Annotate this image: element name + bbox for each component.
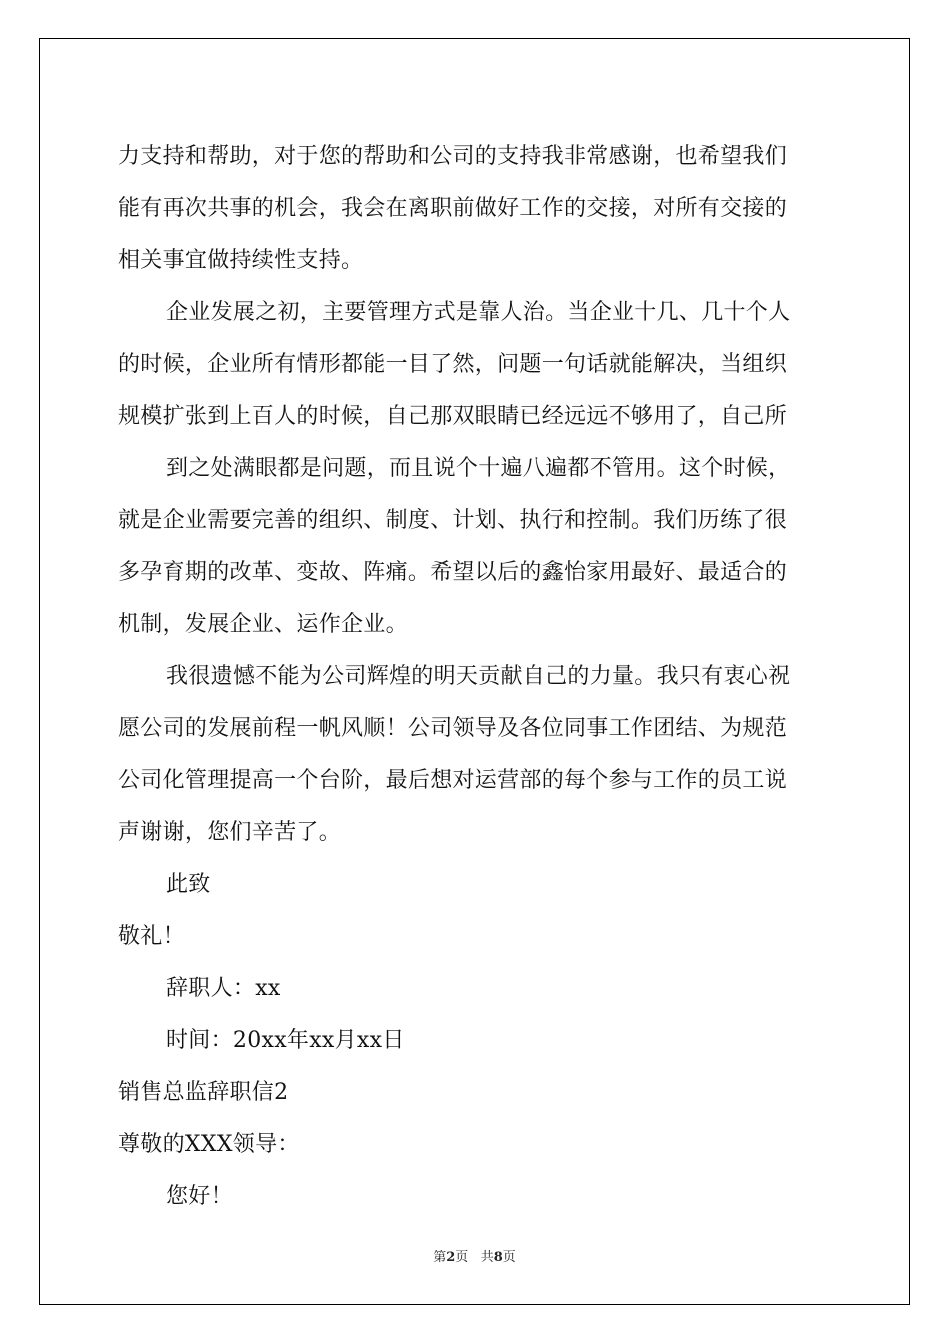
- body-line: 相关事宜做持续性支持。: [118, 248, 364, 273]
- body-line: 机制，发展企业、运作企业。: [118, 612, 408, 637]
- signature-name: 辞职人：xx: [166, 976, 281, 1001]
- document-page: [39, 38, 910, 1305]
- body-line: 企业发展之初，主要管理方式是靠人治。当企业十几、几十个人: [166, 300, 791, 325]
- page-footer: [40, 1246, 909, 1265]
- body-line: 能有再次共事的机会，我会在离职前做好工作的交接，对所有交接的: [118, 196, 788, 221]
- body-line: 愿公司的发展前程一帆风顺！公司领导及各位同事工作团结、为规范: [118, 716, 788, 741]
- body-line: 我很遗憾不能为公司辉煌的明天贡献自己的力量。我只有衷心祝: [166, 664, 791, 689]
- letter-greeting: 您好！: [166, 1184, 233, 1209]
- closing-regards: 敬礼！: [118, 924, 185, 949]
- body-line: 力支持和帮助，对于您的帮助和公司的支持我非常感谢，也希望我们: [118, 144, 788, 169]
- body-line: 的时候，企业所有情形都能一目了然，问题一句话就能解决，当组织: [118, 352, 788, 377]
- body-line: 到之处满眼都是问题，而且说个十遍八遍都不管用。这个时候，: [166, 456, 791, 481]
- body-line: 声谢谢，您们辛苦了。: [118, 820, 342, 845]
- section-title: 销售总监辞职信2: [118, 1080, 289, 1105]
- document-body: [118, 131, 838, 1223]
- footer-total-unit: 页: [502, 1250, 516, 1265]
- body-line: 规模扩张到上百人的时候，自己那双眼睛已经远远不够用了，自己所: [118, 404, 788, 429]
- footer-prefix: 第: [433, 1250, 447, 1265]
- body-line: 公司化管理提高一个台阶，最后想对运营部的每个参与工作的员工说: [118, 768, 788, 793]
- letter-recipient: 尊敬的XXX领导：: [118, 1132, 300, 1157]
- footer-total-prefix: 共: [480, 1250, 494, 1265]
- footer-page-number: 2: [446, 1250, 456, 1265]
- signature-date: 时间：20xx年xx月xx日: [166, 1028, 405, 1053]
- body-line: 多孕育期的改革、变故、阵痛。希望以后的鑫怡家用最好、最适合的: [118, 560, 788, 585]
- body-line: 就是企业需要完善的组织、制度、计划、执行和控制。我们历练了很: [118, 508, 788, 533]
- footer-total-pages: 8: [493, 1250, 503, 1265]
- closing-salutation: 此致: [166, 872, 211, 897]
- footer-page-unit: 页: [455, 1250, 469, 1265]
